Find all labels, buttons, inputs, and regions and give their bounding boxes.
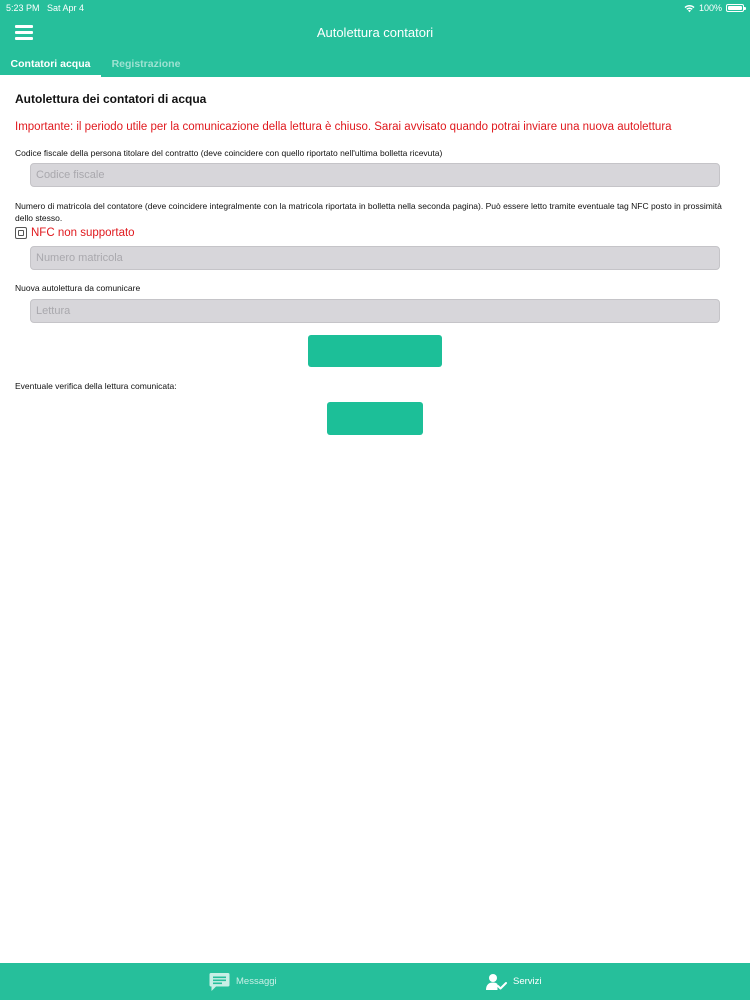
- submit-reading-button[interactable]: [308, 335, 442, 367]
- status-date: Sat Apr 4: [47, 3, 85, 13]
- nfc-status-row: [15, 227, 135, 239]
- battery-percent: 100%: [698, 3, 722, 13]
- bottom-tab-bar: [0, 963, 750, 1000]
- tab-contatori-acqua[interactable]: Contatori acqua: [0, 52, 101, 77]
- matricola-input[interactable]: [30, 246, 720, 270]
- codice-fiscale-label: Codice fiscale della persona titolare del contratto (deve coincidere con quello riportato nell'ultima bolletta ricevuta): [15, 148, 443, 158]
- page-header-title: Autolettura contatori: [316, 25, 434, 40]
- chat-bubble-icon: [209, 972, 230, 992]
- tabbar-item-messaggi[interactable]: [209, 963, 277, 1000]
- lettura-label: Nuova autolettura da comunicare: [15, 283, 141, 293]
- verify-reading-button[interactable]: [327, 402, 423, 435]
- verifica-label: Eventuale verifica della lettura comunicata:: [15, 381, 177, 391]
- user-check-icon: [486, 973, 507, 991]
- status-time: 5:23 PM: [6, 3, 40, 13]
- nfc-status-text: NFC non supportato: [31, 227, 135, 239]
- tabbar-label-servizi: Servizi: [513, 976, 542, 987]
- status-right: [684, 3, 744, 13]
- app-header: [0, 0, 750, 77]
- matricola-label: Numero di matricola del contatore (deve coincidere integralmente con la matricola riportata in bolletta nella seconda pagina). Può essere letto tramite eventuale tag NFC posto in prossimità dello stesso.: [15, 201, 722, 223]
- section-title: Autolettura dei contatori di acqua: [15, 92, 207, 106]
- tabbar-item-servizi[interactable]: [486, 963, 542, 1000]
- lettura-input[interactable]: [30, 299, 720, 323]
- battery-icon: [726, 4, 744, 12]
- status-bar: [0, 0, 750, 16]
- wifi-icon: [684, 4, 695, 13]
- tab-registrazione[interactable]: Registrazione: [111, 58, 181, 70]
- nfc-chip-icon: [15, 227, 27, 239]
- tabbar-label-messaggi: Messaggi: [236, 976, 277, 987]
- period-closed-notice: Importante: il periodo utile per la comunicazione della lettura è chiuso. Sarai avvisato quando potrai inviare una nuova autolettura: [15, 121, 672, 133]
- codice-fiscale-input[interactable]: [30, 163, 720, 187]
- tab-bar-top: [0, 52, 750, 77]
